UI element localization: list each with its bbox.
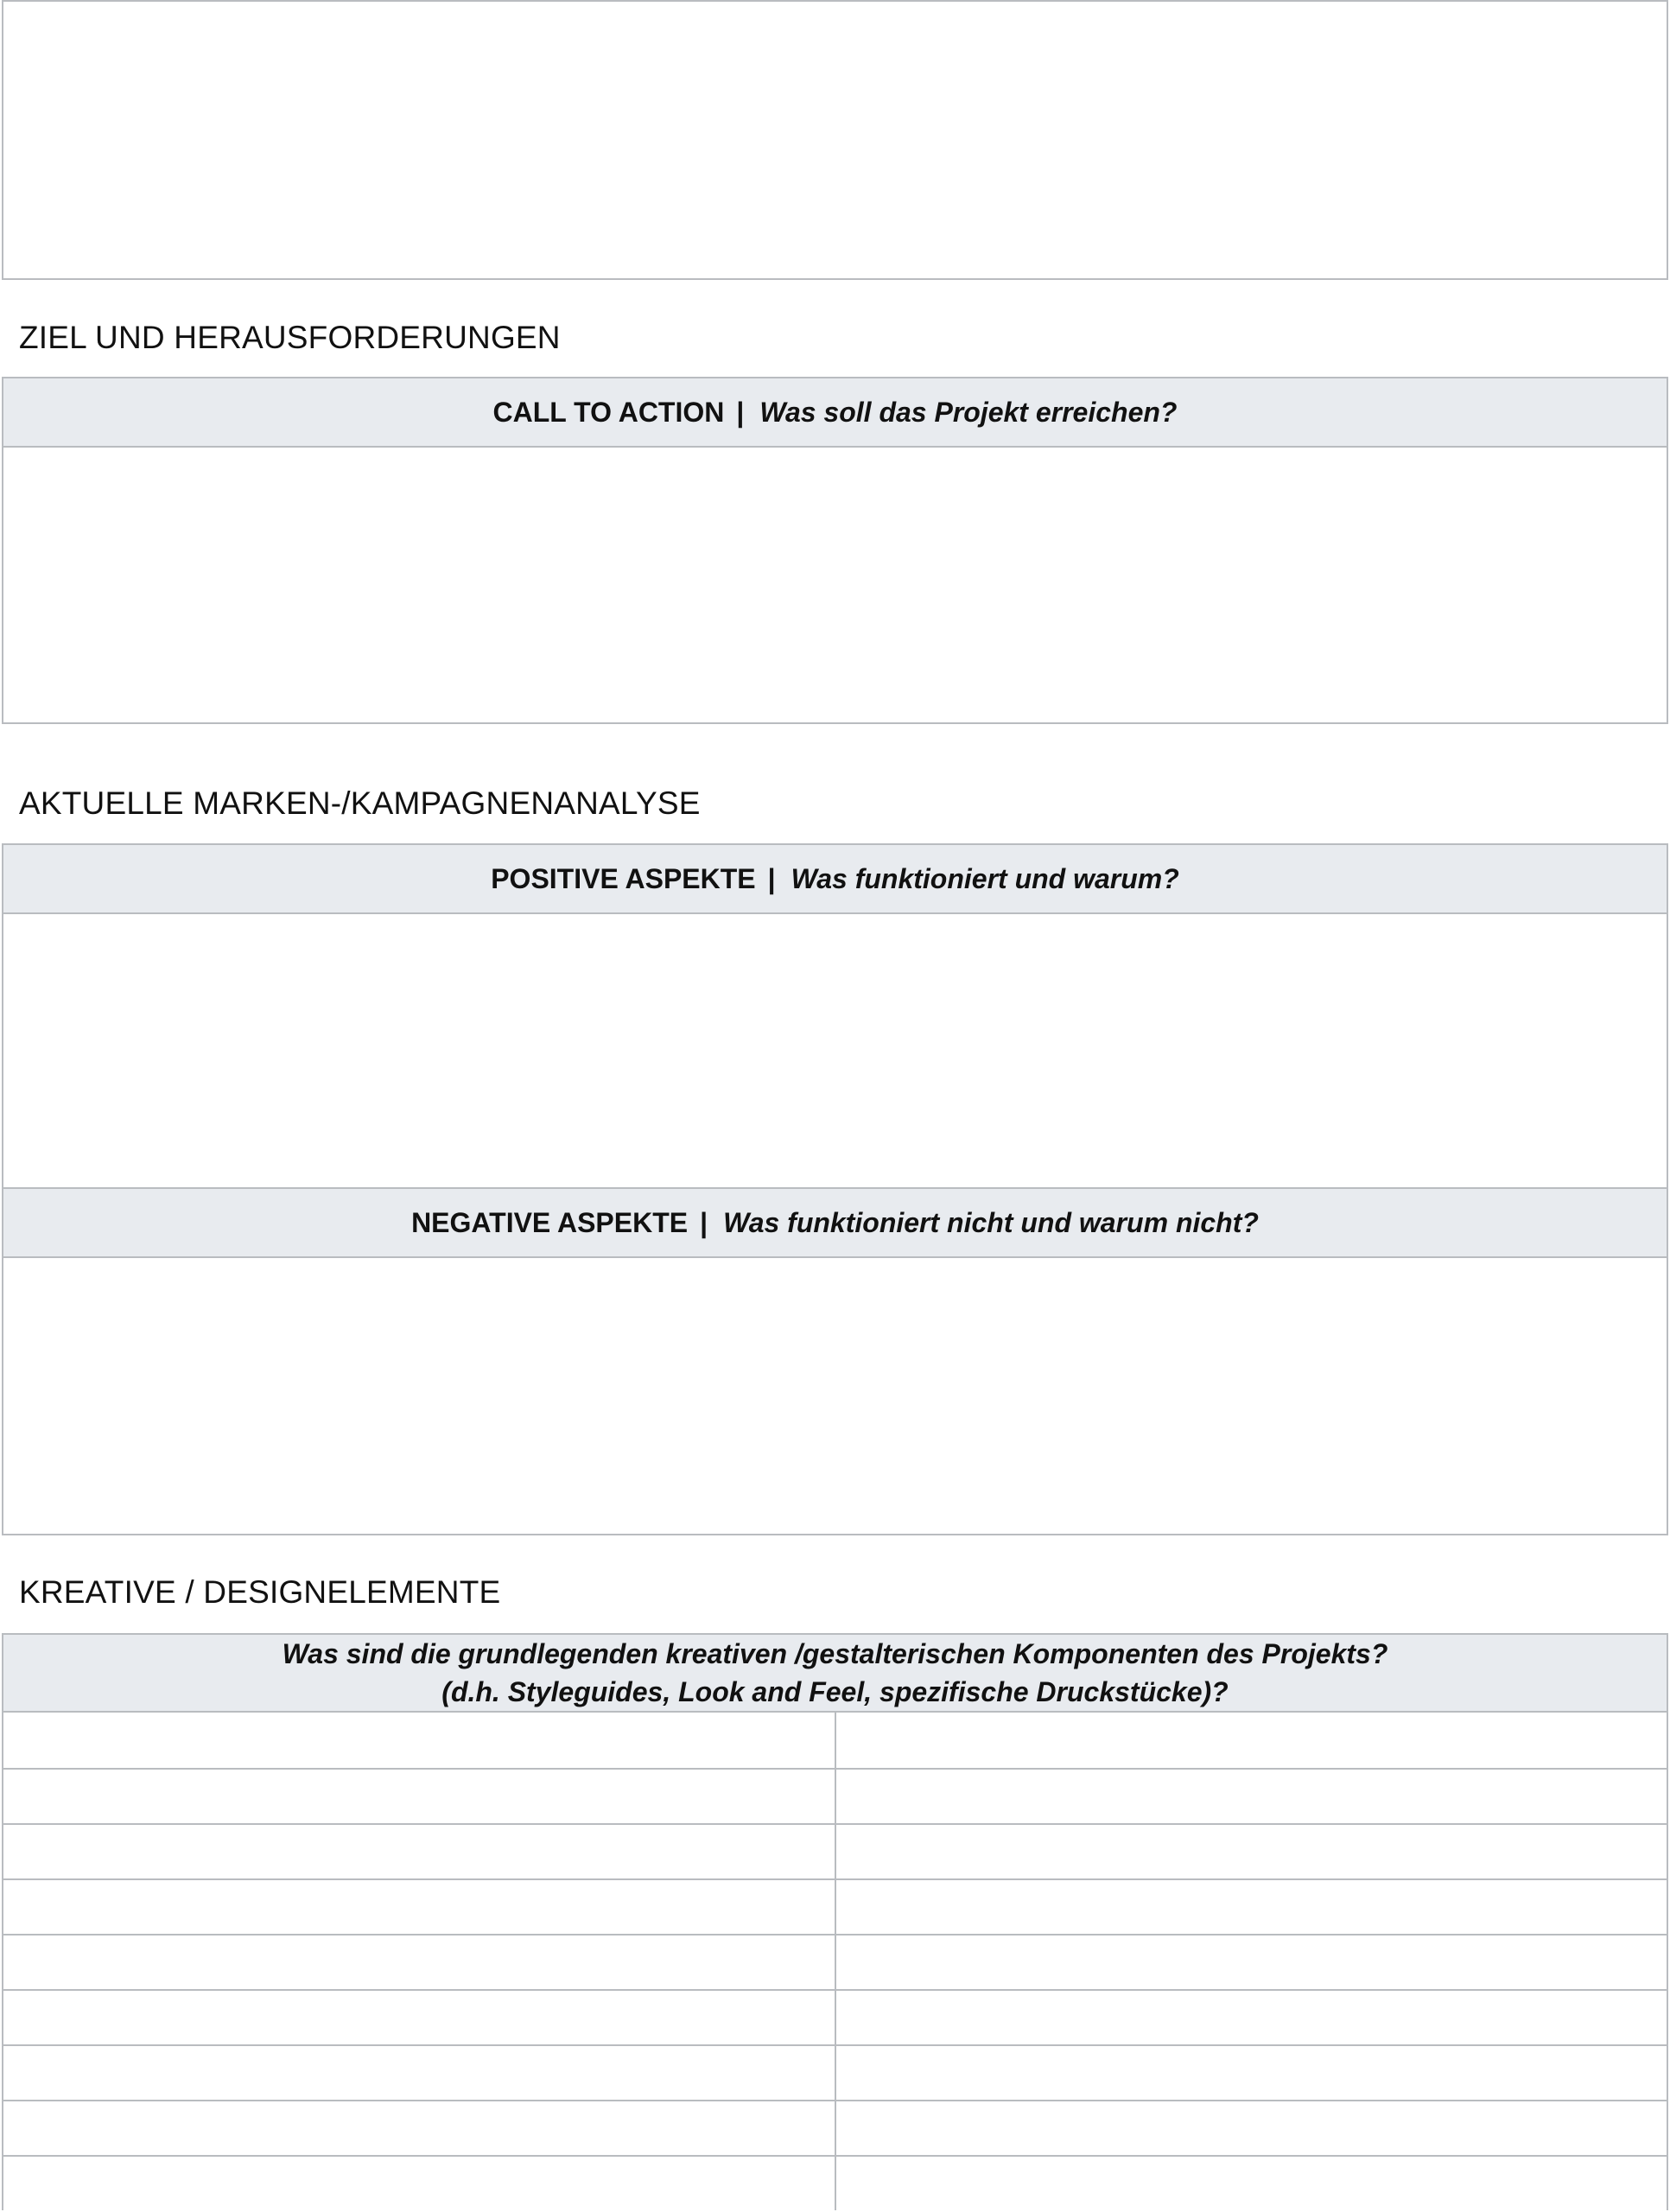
header-separator: | [767,862,776,894]
grid-cell[interactable] [836,1989,1667,2044]
negative-aspects-label: NEGATIVE ASPEKTE [411,1206,689,1238]
grid-cell[interactable] [3,2100,836,2155]
section-title-creative: KREATIVE / DESIGNELEMENTE [19,1574,501,1610]
call-to-action-question: Was soll das Projekt erreichen? [759,396,1178,428]
grid-cell[interactable] [3,2044,836,2100]
negative-aspects-header [3,1189,1667,1258]
top-text-area[interactable] [2,0,1668,280]
header-separator: | [736,396,745,428]
header-separator: | [700,1206,708,1238]
grid-cell[interactable] [836,2100,1667,2155]
call-to-action-input-area[interactable] [3,448,1667,722]
negative-aspects-input-area[interactable] [3,1258,1667,1532]
positive-aspects-input-area[interactable] [3,914,1667,1189]
call-to-action-label: CALL TO ACTION [492,396,725,428]
grid-cell[interactable] [3,1989,836,2044]
grid-cell[interactable] [836,1768,1667,1823]
grid-cell[interactable] [3,1768,836,1823]
grid-cell[interactable] [3,1878,836,1934]
positive-aspects-header [3,845,1667,914]
grid-cell[interactable] [3,2155,836,2210]
creative-elements-header [3,1635,1667,1713]
call-to-action-table [2,377,1668,724]
grid-cell[interactable] [836,1713,1667,1768]
grid-cell[interactable] [836,1823,1667,1878]
positive-aspects-label: POSITIVE ASPEKTE [491,862,756,894]
section-title-goal: ZIEL UND HERAUSFORDERUNGEN [19,320,561,355]
creative-elements-examples: (d.h. Styleguides, Look and Feel, spezifische Druckstücke)? [441,1676,1229,1707]
section-title-analysis: AKTUELLE MARKEN-/KAMPAGNENANALYSE [19,785,701,821]
call-to-action-header [3,378,1667,448]
creative-elements-question: Was sind die grundlegenden kreativen /gestalterischen Komponenten des Projekts? [282,1638,1388,1669]
grid-cell[interactable] [3,1823,836,1878]
grid-cell[interactable] [836,1934,1667,1989]
positive-aspects-question: Was funktioniert und warum? [791,862,1179,894]
grid-cell[interactable] [3,1713,836,1768]
analysis-table [2,843,1668,1535]
grid-cell[interactable] [836,2044,1667,2100]
creative-elements-grid [3,1713,1667,2210]
grid-cell[interactable] [3,1934,836,1989]
creative-elements-table [2,1633,1668,2210]
grid-cell[interactable] [836,2155,1667,2210]
grid-cell[interactable] [836,1878,1667,1934]
negative-aspects-question: Was funktioniert nicht und warum nicht? [723,1206,1259,1238]
